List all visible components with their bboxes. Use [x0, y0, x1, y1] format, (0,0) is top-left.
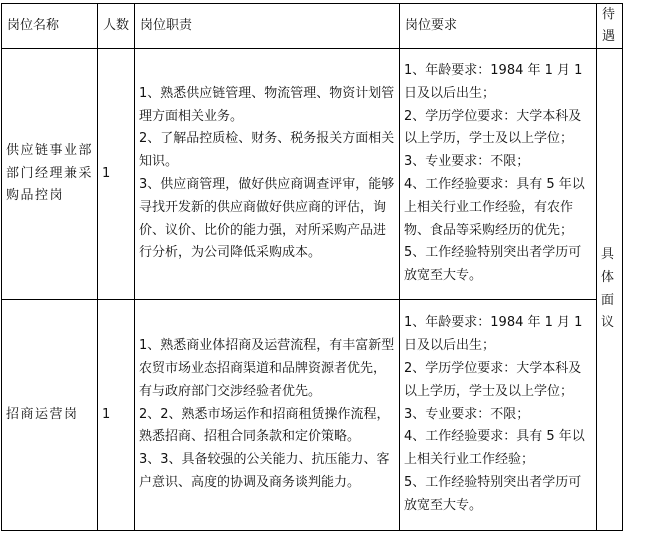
job-table [1, 3, 623, 531]
header-row [2, 4, 623, 49]
requirement-item: 2、学历学位要求：大学本科及以上学历，学士及以上学位； [404, 108, 582, 147]
table-row [2, 300, 623, 531]
duty-item: 3、3、具备较强的公关能力、抗压能力、客户意识、高度的协调及商务谈判能力。 [139, 452, 390, 490]
header-requirements: 岗位要求 [400, 4, 597, 49]
headcount: 1 [98, 300, 135, 531]
duty-item: 3、供应商管理，做好供应商调查评审，能够寻找开发新的供应商做好供应商的评估，询价、议价、比价的能力强，对所采购产品进行分析，为公司降低采购成本。 [139, 177, 395, 261]
duty-item: 1、熟悉供应链管理、物流管理、物资计划管理方面相关业务。 [139, 85, 395, 124]
requirement-item: 1、年龄要求：1984 年 1 月 1 日及以后出生； [404, 63, 583, 101]
table-row [2, 49, 623, 300]
requirement-item: 2、学历学位要求：大学本科及以上学历，学士及以上学位； [404, 361, 582, 399]
requirement-item: 4、工作经验要求：具有 5 年以上相关行业工作经验； [404, 429, 585, 468]
position-name: 招商运营岗 [2, 300, 98, 531]
duties-cell [135, 300, 400, 531]
duty-item: 2、了解品控质检、财务、税务报关方面相关知识。 [139, 131, 395, 170]
requirements-cell [400, 300, 597, 531]
compensation: 具体面议 [597, 49, 623, 531]
requirement-item: 4、工作经验要求：具有 5 年以上相关行业工作经验，有农作物、食品等采购经历的优先； [404, 177, 585, 238]
headcount: 1 [98, 49, 135, 300]
header-position-name: 岗位名称 [2, 4, 98, 49]
duty-item: 2、2、熟悉市场运作和招商租赁操作流程，熟悉招商、招租合同条款和定价策略。 [139, 406, 390, 445]
requirement-item: 5、工作经验特别突出者学历可放宽至大专。 [404, 245, 582, 284]
duty-item: 1、熟悉商业体招商及运营流程，有丰富新型农贸市场业态招商渠道和品牌资源者优先，有与政府部门交涉经验者优先。 [139, 338, 395, 399]
header-compensation: 待遇 [597, 4, 623, 49]
duties-cell [135, 49, 400, 300]
requirement-item: 3、专业要求：不限； [404, 154, 530, 170]
requirement-item: 1、年龄要求：1984 年 1 月 1 日及以后出生； [404, 315, 583, 354]
requirement-item: 5、工作经验特别突出者学历可放宽至大专。 [404, 474, 582, 513]
requirements-cell [400, 49, 597, 300]
header-headcount: 人数 [98, 4, 135, 49]
requirement-item: 3、专业要求：不限； [404, 406, 530, 422]
header-duties: 岗位职责 [135, 4, 400, 49]
position-name: 供应链事业部部门经理兼采购品控岗 [2, 49, 98, 300]
